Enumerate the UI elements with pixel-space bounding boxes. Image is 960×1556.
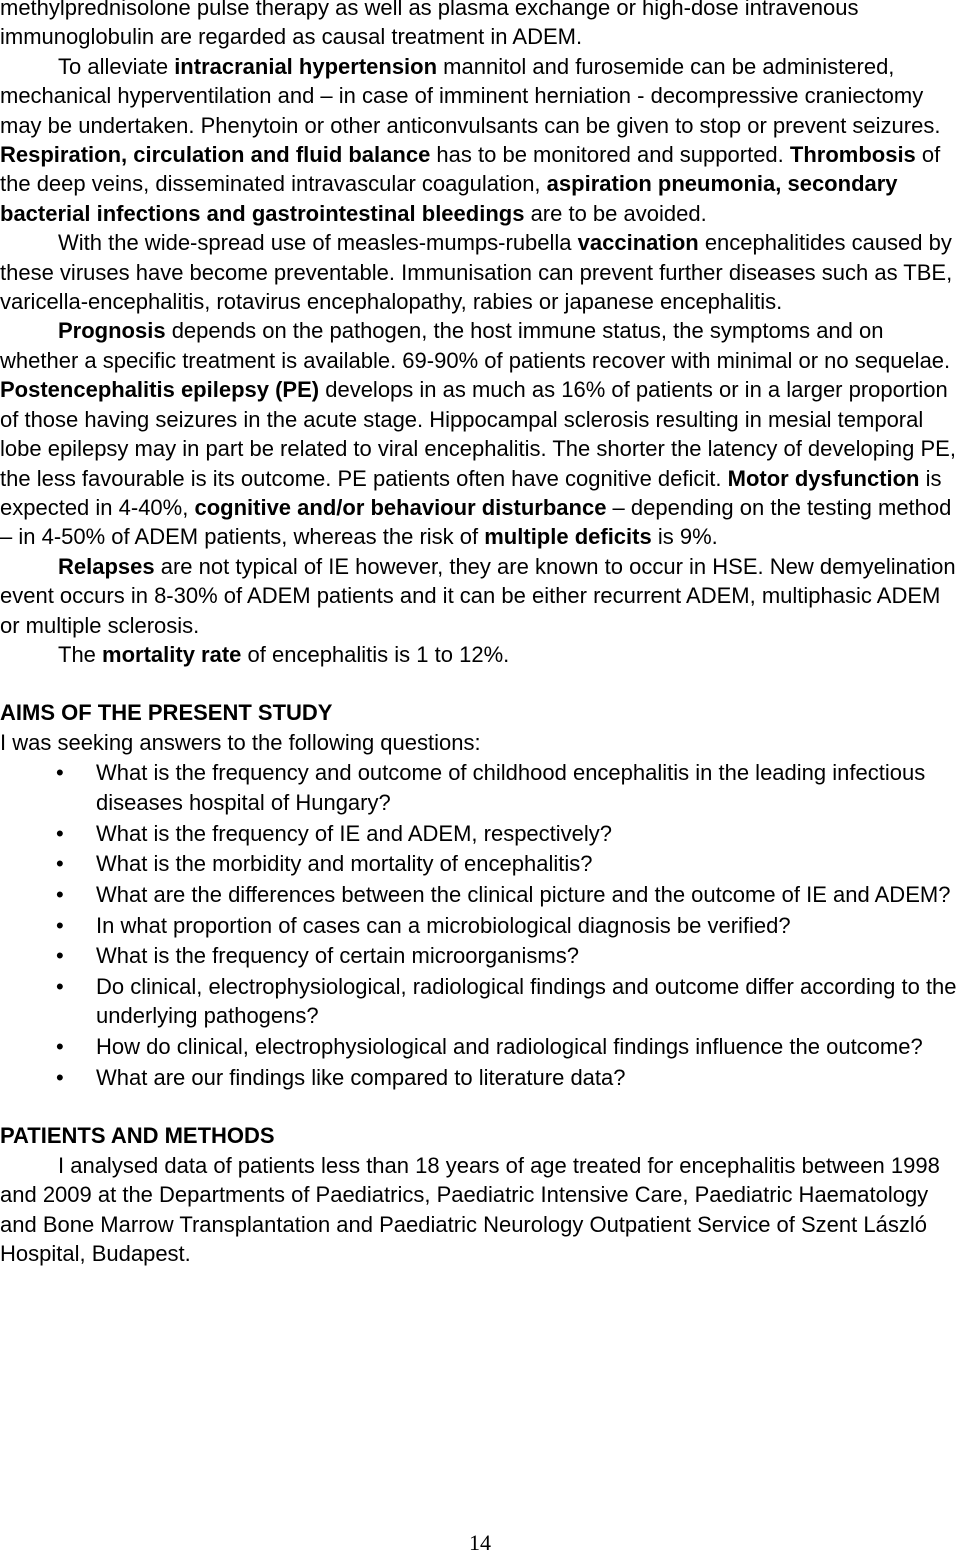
bullet-icon: • [56, 851, 64, 877]
text: The [58, 641, 103, 667]
bold-term: Relapses [58, 553, 155, 579]
page-number: 14 [469, 1530, 491, 1555]
text: are not typical of IE however, they are known to occur in HSE. New demyelination event occurs in 8-30% of ADEM patients and it can be either recurrent ADEM, multiphasic ADEM or multiple sclerosis. [0, 553, 956, 638]
aims-question-list [0, 758, 960, 1092]
text: develops in as much as 16% of patients or in a larger proportion of those having seizures in the acute stage. Hippocampal sclerosis resulting in mesial temporal lobe epilepsy may in part be related to viral encephalitis. The shorter the latency of developing PE, the less favourable is its outcome. PE patients often have cognitive deficit. [0, 377, 956, 491]
aims-intro: I was seeking answers to the following questions: [0, 729, 481, 755]
aims-question-text: What is the frequency and outcome of childhood encephalitis in the leading infectious diseases hospital of Hungary? [96, 760, 926, 815]
bold-term: aspiration pneumonia, secondary bacterial infections and gastrointestinal bleedings [0, 171, 898, 226]
aims-question-item [0, 911, 960, 940]
bullet-icon: • [56, 1034, 64, 1060]
paragraph-mortality [0, 640, 960, 669]
text: To alleviate [58, 53, 175, 79]
aims-question-item [0, 1032, 960, 1061]
aims-question-item [0, 941, 960, 970]
aims-question-text: What are the differences between the clinical picture and the outcome of IE and ADEM? [96, 881, 951, 907]
bullet-icon: • [56, 912, 64, 938]
aims-question-item [0, 880, 960, 909]
text: mannitol and furosemide can be administered, mechanical hyperventilation and – in case of imminent herniation - decompressive craniectomy may be undertaken. Phenytoin or other anticonvulsants can be given to stop or prevent seizures. [0, 53, 941, 138]
text: – depending on the testing method – in 4-50% of ADEM patients, whereas the risk of [0, 494, 952, 550]
text: depends on the pathogen, the host immune status, the symptoms and on whether a specific treatment is available. 69-90% of patients recover with minimal or no sequelae. [0, 318, 951, 373]
bold-term: multiple deficits [484, 524, 652, 550]
aims-question-text: What is the frequency of certain microorganisms? [96, 943, 579, 969]
paragraph-prognosis [0, 316, 960, 551]
bold-term: cognitive and/or behaviour disturbance [194, 494, 607, 520]
text: is expected in 4-40%, [0, 465, 942, 520]
bullet-icon: • [56, 943, 64, 969]
aims-question-text: What is the frequency of IE and ADEM, respectively? [96, 820, 613, 846]
text: With the wide-spread use of measles-mumps-rubella [58, 230, 578, 256]
paragraph-causal-treatment [0, 0, 960, 52]
bullet-icon: • [56, 881, 64, 907]
aims-question-item [0, 849, 960, 878]
bullet-icon: • [56, 820, 64, 846]
bullet-icon: • [56, 1064, 64, 1090]
aims-question-text: What is the morbidity and mortality of encephalitis? [96, 851, 593, 877]
text: methylprednisolone pulse therapy as well as plasma exchange or high-dose intravenous immunoglobulin are regarded as causal treatment in ADEM. [0, 0, 859, 50]
paragraph-intracranial-hypertension [0, 52, 960, 228]
bold-term: mortality rate [102, 641, 242, 667]
aims-question-text: In what proportion of cases can a microbiological diagnosis be verified? [96, 912, 791, 938]
text: of the deep veins, disseminated intravascular coagulation, [0, 142, 941, 197]
bold-term: Prognosis [58, 318, 166, 344]
text: encephalitides caused by these viruses have become preventable. Immunisation can prevent further diseases such as TBE, varicella-encephalitis, rotavirus encephalopathy, rabies or japanese encephalitis. [0, 230, 953, 315]
bold-term: Postencephalitis epilepsy (PE) [0, 377, 320, 403]
text: has to be monitored and supported. [430, 142, 790, 168]
text: are to be avoided. [524, 200, 707, 226]
bullet-icon: • [56, 760, 64, 786]
section-heading-aims: AIMS OF THE PRESENT STUDY [0, 700, 333, 726]
paragraph-vaccination [0, 228, 960, 316]
bold-term: Motor dysfunction [727, 465, 920, 491]
aims-question-item [0, 972, 960, 1031]
aims-question-text: What are our findings like compared to literature data? [96, 1064, 626, 1090]
aims-question-text: How do clinical, electrophysiological and radiological findings influence the outcome? [96, 1034, 923, 1060]
bold-term: Thrombosis [789, 142, 916, 168]
text: is 9%. [651, 524, 718, 550]
aims-question-item [0, 819, 960, 848]
paragraph-methods: I analysed data of patients less than 18 years of age treated for encephalitis between 1998 and 2009 at the Departments of Paediatrics, Paediatric Intensive Care, Paediatric Haematology and Bone Marrow Transplantation and Paediatric Neurology Outpatient Service of Szent László Hospital, Budapest. [0, 1152, 940, 1266]
bold-term: intracranial hypertension [174, 53, 438, 79]
aims-question-item [0, 758, 960, 817]
aims-question-item [0, 1063, 960, 1092]
text: of encephalitis is 1 to 12%. [241, 641, 510, 667]
paragraph-relapses [0, 552, 960, 640]
bold-term: vaccination [577, 230, 699, 256]
section-heading-methods: PATIENTS AND METHODS [0, 1123, 275, 1149]
bullet-icon: • [56, 974, 64, 1000]
aims-question-text: Do clinical, electrophysiological, radiological findings and outcome differ according to the underlying pathogens? [96, 974, 957, 1029]
bold-term: Respiration, circulation and fluid balance [0, 142, 431, 168]
